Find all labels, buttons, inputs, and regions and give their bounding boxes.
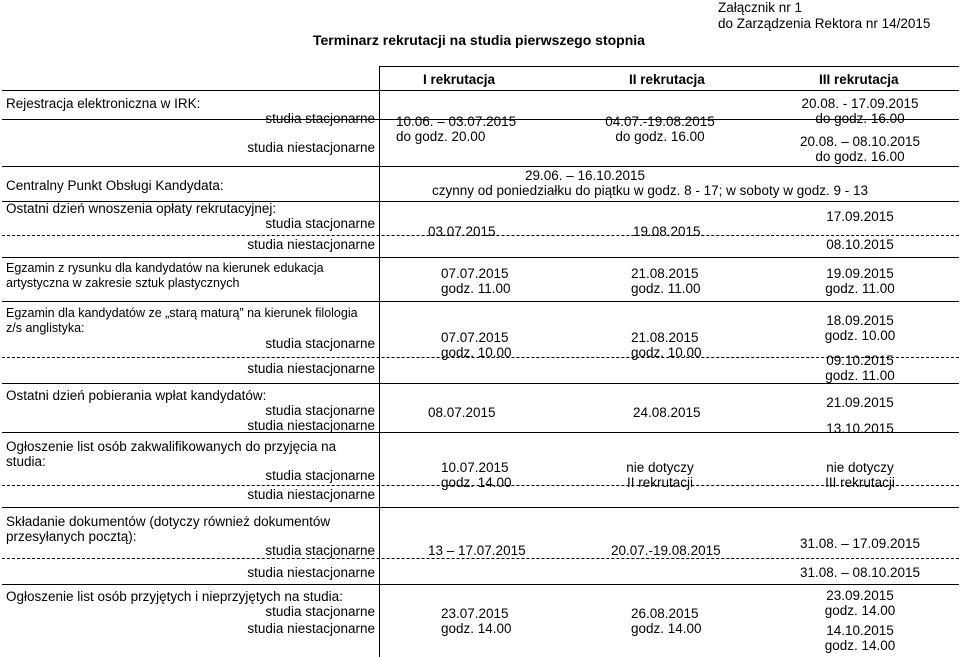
drawing-r1-time: godz. 11.00 — [441, 281, 511, 296]
payments-niestac: studia niestacjonarne — [247, 418, 375, 433]
documents-r2: 20.07.-19.08.2015 — [611, 543, 721, 558]
drawing-r3-date: 19.09.2015 — [826, 266, 894, 281]
rule-accepted — [2, 584, 959, 585]
rule-oldmatura — [2, 301, 959, 302]
oldmatura-r3-niestac-date: 09.10.2015 — [826, 353, 894, 368]
documents-r3-niestac: 31.08. – 08.10.2015 — [799, 565, 921, 580]
qualified-r1-date: 10.07.2015 — [441, 460, 509, 475]
irk-r1-dates: 10.06. – 03.07.2015 — [396, 114, 517, 129]
drawing-label-1: Egzamin z rysunku dla kandydatów na kierunek edukacja — [6, 261, 324, 275]
documents-r3-stac: 31.08. – 17.09.2015 — [799, 536, 921, 551]
accepted-label: Ogłoszenie list osób przyjętych i nieprzyjętych na studia: — [6, 589, 343, 604]
qualified-r3-note-2: III rekrutacji — [825, 475, 895, 490]
fee-stac: studia stacjonarne — [265, 216, 375, 231]
accepted-r2-time: godz. 14.00 — [631, 621, 702, 636]
accepted-niestac: studia niestacjonarne — [247, 621, 375, 636]
qualified-label-2: studia: — [6, 454, 46, 469]
oldmatura-r1-time: godz. 10.00 — [441, 345, 512, 360]
rule-cpok — [2, 166, 959, 167]
cpok-hours: czynny od poniedziałku do piątku w godz. 8 - 17; w soboty w godz. 9 - 13 — [432, 183, 869, 198]
oldmatura-label-2: z/s anglistyka: — [6, 321, 85, 335]
qualified-niestac: studia niestacjonarne — [247, 487, 375, 502]
drawing-r3-time: godz. 11.00 — [825, 281, 895, 296]
payments-label: Ostatni dzień pobierania wpłat kandydatów: — [6, 388, 267, 403]
documents-stac: studia stacjonarne — [265, 543, 375, 558]
fee-r1: 03.07.2015 — [428, 224, 496, 239]
accepted-stac: studia stacjonarne — [265, 604, 375, 619]
accepted-r3-stac-date: 23.09.2015 — [826, 588, 894, 603]
accepted-r1-time: godz. 14.00 — [441, 621, 512, 636]
qualified-r2-note-1: nie dotyczy — [626, 460, 694, 475]
drawing-r2-time: godz. 11.00 — [631, 281, 701, 296]
column-divider — [379, 66, 380, 657]
fee-r3-stac: 17.09.2015 — [826, 209, 894, 224]
oldmatura-stac: studia stacjonarne — [265, 336, 375, 351]
irk-stac: studia stacjonarne — [265, 111, 375, 126]
oldmatura-r3-niestac-time: godz. 11.00 — [825, 368, 895, 383]
rule-drawing — [2, 257, 959, 258]
oldmatura-r3-stac-date: 18.09.2015 — [826, 313, 894, 328]
fee-r3-niestac: 08.10.2015 — [826, 237, 894, 252]
dashed-rule-documents — [2, 558, 959, 559]
col-header-2: II rekrutacja — [629, 72, 705, 87]
col-header-3: III rekrutacja — [819, 72, 899, 87]
documents-label-2: przesyłanych pocztą): — [6, 529, 137, 544]
documents-label-1: Składanie dokumentów (dotyczy również dokumentów — [6, 514, 331, 529]
qualified-r2-note-2: II rekrutacji — [626, 475, 694, 490]
irk-r3-stac-time: do godz. 16.00 — [815, 111, 905, 126]
irk-niestac: studia niestacjonarne — [247, 140, 375, 155]
oldmatura-r1-date: 07.07.2015 — [441, 330, 509, 345]
page-title: Terminarz rekrutacji na studia pierwszego stopnia — [313, 32, 645, 48]
rule-payments — [2, 383, 959, 384]
accepted-r3-stac-time: godz. 14.00 — [824, 603, 896, 618]
oldmatura-r3-stac-time: godz. 10.00 — [824, 328, 896, 343]
oldmatura-niestac: studia niestacjonarne — [247, 361, 375, 376]
irk-r3-niestac-time: do godz. 16.00 — [815, 149, 905, 164]
qualified-r1-time: godz. 14.00 — [441, 475, 512, 490]
irk-r2-dates: 04.07.-19.08.2015 — [605, 114, 715, 129]
irk-r3-niestac-dates: 20.08. – 08.10.2015 — [799, 134, 921, 149]
qualified-label-1: Ogłoszenie list osób zakwalifikowanych do przyjęcia na — [6, 439, 337, 454]
cpok-label: Centralny Punkt Obsługi Kandydata: — [6, 178, 224, 193]
documents-r1: 13 – 17.07.2015 — [428, 543, 526, 558]
col-header-1: I rekrutacja — [423, 72, 496, 87]
rule-documents — [2, 507, 959, 508]
payments-r3-niestac: 13.10.2015 — [826, 421, 894, 436]
oldmatura-label-1: Egzamin dla kandydatów ze „starą maturą” na kierunek filologia — [6, 306, 358, 320]
fee-label: Ostatni dzień wnoszenia opłaty rekrutacyjnej: — [6, 201, 277, 216]
oldmatura-r2-time: godz. 10.00 — [631, 345, 702, 360]
irk-label: Rejestracja elektroniczna w IRK: — [6, 96, 201, 111]
accepted-r3-niestac-time: godz. 14.00 — [824, 638, 896, 653]
header-top-rule — [380, 66, 959, 67]
accepted-r1-date: 23.07.2015 — [441, 606, 509, 621]
irk-r1-time: do godz. 20.00 — [396, 129, 486, 144]
fee-r2: 19.08.2015 — [633, 224, 701, 239]
documents-niestac: studia niestacjonarne — [247, 565, 375, 580]
drawing-r2-date: 21.08.2015 — [631, 266, 699, 281]
qualified-r3-note-1: nie dotyczy — [826, 460, 894, 475]
payments-r1: 08.07.2015 — [428, 405, 496, 420]
drawing-label-2: artystyczna w zakresie sztuk plastycznych — [6, 276, 240, 290]
cpok-dates: 29.06. – 16.10.2015 — [524, 168, 646, 183]
payments-stac: studia stacjonarne — [265, 403, 375, 418]
fee-niestac: studia niestacjonarne — [247, 237, 375, 252]
qualified-stac: studia stacjonarne — [265, 468, 375, 483]
irk-r2-time: do godz. 16.00 — [615, 129, 705, 144]
accepted-r3-niestac-date: 14.10.2015 — [826, 623, 894, 638]
payments-r3-stac: 21.09.2015 — [826, 395, 894, 410]
oldmatura-r2-date: 21.08.2015 — [631, 330, 699, 345]
accepted-r2-date: 26.08.2015 — [631, 606, 699, 621]
decree-label: do Zarządzenia Rektora nr 14/2015 — [718, 16, 931, 31]
annex-label: Załącznik nr 1 — [718, 0, 803, 15]
drawing-r1-date: 07.07.2015 — [441, 266, 509, 281]
payments-r2: 24.08.2015 — [633, 405, 701, 420]
irk-r3-stac-dates: 20.08. - 17.09.2015 — [801, 96, 919, 111]
